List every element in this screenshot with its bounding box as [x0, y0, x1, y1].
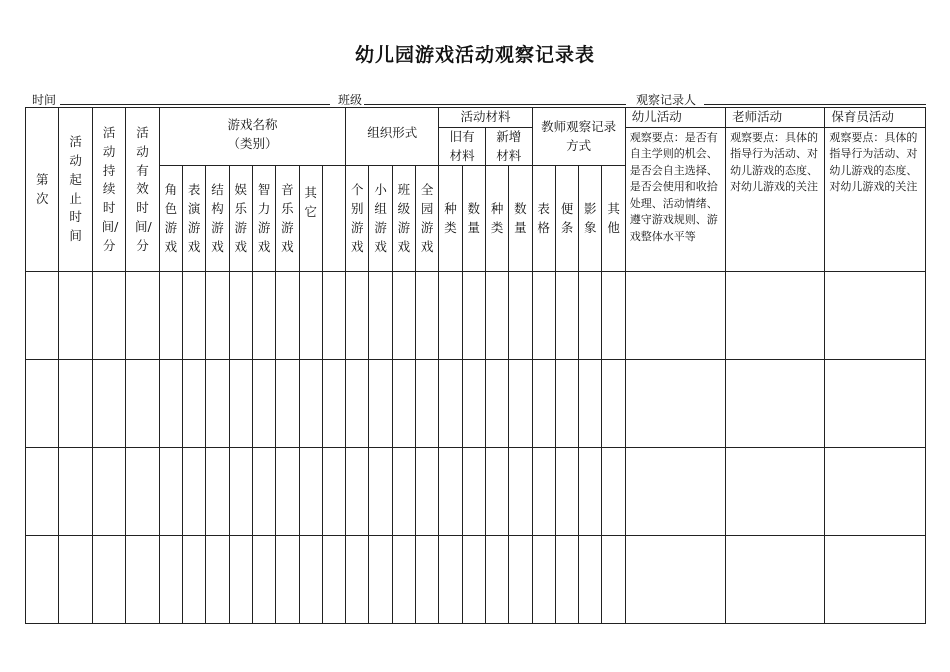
table-cell[interactable] [439, 272, 462, 360]
class-underline[interactable] [364, 104, 626, 105]
table-row [26, 536, 926, 624]
table-cell[interactable] [299, 360, 322, 448]
table-cell[interactable] [276, 448, 299, 536]
table-cell[interactable] [229, 536, 252, 624]
material-new-quantity: 数量 [514, 201, 527, 235]
method-image: 影象 [584, 201, 597, 235]
org-type-group: 小组游戏 [374, 182, 387, 254]
table-cell[interactable] [26, 448, 59, 536]
header-times: 第次 [35, 171, 49, 206]
table-cell[interactable] [532, 536, 555, 624]
table-cell[interactable] [183, 536, 206, 624]
table-cell[interactable] [276, 272, 299, 360]
table-cell[interactable] [825, 360, 926, 448]
table-row [26, 272, 926, 360]
game-type-entertainment: 娱乐游戏 [234, 182, 248, 254]
material-old-quantity: 数量 [467, 201, 481, 235]
time-label: 时间 [32, 93, 57, 107]
table-cell[interactable] [206, 272, 229, 360]
table-cell[interactable] [509, 272, 532, 360]
table-cell[interactable] [392, 448, 415, 536]
table-cell[interactable] [485, 272, 508, 360]
table-cell[interactable] [532, 360, 555, 448]
table-cell[interactable] [229, 448, 252, 536]
table-cell[interactable] [126, 448, 159, 536]
table-cell[interactable] [276, 360, 299, 448]
table-cell[interactable] [276, 536, 299, 624]
nurse-observation-note: 观察要点：具体的指导行为活动、对幼儿游戏的态度、对幼儿游戏的关注 [829, 130, 918, 194]
page-title: 幼儿园游戏活动观察记录表 [354, 44, 595, 66]
table-cell[interactable] [252, 272, 275, 360]
header-game-category: （类别） [227, 135, 278, 151]
table-cell[interactable] [416, 448, 439, 536]
header-start-end-time: 活动起止时间 [69, 134, 82, 244]
table-cell[interactable] [579, 360, 602, 448]
table-cell[interactable] [485, 448, 508, 536]
table-cell[interactable] [392, 360, 415, 448]
recorder-label: 观察记录人 [636, 93, 697, 107]
table-cell[interactable] [92, 448, 125, 536]
table-cell[interactable] [59, 272, 92, 360]
table-cell[interactable] [229, 360, 252, 448]
game-type-intellect: 智力游戏 [257, 182, 271, 254]
table-cell[interactable] [625, 360, 725, 448]
table-cell[interactable] [346, 360, 369, 448]
table-cell[interactable] [555, 360, 578, 448]
table-cell[interactable] [462, 272, 485, 360]
table-cell[interactable] [726, 448, 825, 536]
method-table: 表格 [537, 201, 550, 235]
table-cell[interactable] [92, 360, 125, 448]
table-cell[interactable] [26, 272, 59, 360]
table-cell[interactable] [369, 536, 392, 624]
table-cell[interactable] [159, 272, 182, 360]
header-teacher-activity: 老师活动 [732, 109, 783, 124]
observation-table [25, 107, 926, 624]
table-cell[interactable] [322, 536, 345, 624]
game-type-performance: 表演游戏 [187, 182, 201, 254]
org-type-class: 班级游戏 [397, 182, 411, 254]
table-cell[interactable] [92, 272, 125, 360]
table-cell[interactable] [252, 448, 275, 536]
table-cell[interactable] [485, 536, 508, 624]
table-cell[interactable] [602, 272, 625, 360]
table-cell[interactable] [159, 360, 182, 448]
table-cell[interactable] [126, 272, 159, 360]
table-cell[interactable] [346, 448, 369, 536]
teacher-observation-note: 观察要点：具体的指导行为活动、对幼儿游戏的态度、对幼儿游戏的关注 [730, 130, 819, 194]
table-cell[interactable] [509, 536, 532, 624]
table-cell[interactable] [726, 536, 825, 624]
table-cell[interactable] [579, 448, 602, 536]
table-cell[interactable] [602, 536, 625, 624]
header-child-activity: 幼儿活动 [631, 109, 682, 124]
table-cell[interactable] [59, 536, 92, 624]
table-cell[interactable] [252, 360, 275, 448]
table-cell[interactable] [439, 536, 462, 624]
table-cell[interactable] [462, 360, 485, 448]
table-cell[interactable] [26, 360, 59, 448]
table-cell[interactable] [726, 272, 825, 360]
table-cell[interactable] [509, 448, 532, 536]
table-cell[interactable] [602, 448, 625, 536]
header-nurse-activity: 保育员活动 [831, 109, 894, 124]
table-cell[interactable] [462, 536, 485, 624]
table-cell[interactable] [825, 536, 926, 624]
header-old-materials: 旧有材料 [449, 128, 475, 163]
material-old-kind: 种类 [444, 201, 457, 235]
table-cell[interactable] [322, 272, 345, 360]
header-new-materials: 新增材料 [496, 128, 522, 163]
table-cell[interactable] [59, 360, 92, 448]
table-cell[interactable] [59, 448, 92, 536]
table-cell[interactable] [532, 448, 555, 536]
table-cell[interactable] [26, 536, 59, 624]
table-cell[interactable] [369, 272, 392, 360]
game-type-role: 角色游戏 [164, 182, 178, 254]
table-cell[interactable] [555, 536, 578, 624]
org-type-individual: 个别游戏 [351, 182, 364, 254]
table-cell[interactable] [322, 448, 345, 536]
header-effective-time: 活动有效时间/分 [135, 125, 152, 253]
table-cell[interactable] [439, 448, 462, 536]
table-cell[interactable] [439, 360, 462, 448]
method-other: 其他 [607, 201, 620, 235]
org-type-school: 全园游戏 [420, 182, 434, 254]
table-cell[interactable] [299, 448, 322, 536]
header-teacher-method: 教师观察记录方式 [541, 118, 617, 153]
table-cell[interactable] [322, 360, 345, 448]
table-cell[interactable] [625, 448, 725, 536]
table-cell[interactable] [346, 536, 369, 624]
table-cell[interactable] [509, 360, 532, 448]
table-cell[interactable] [252, 536, 275, 624]
table-cell[interactable] [183, 360, 206, 448]
table-cell[interactable] [532, 272, 555, 360]
class-label: 班级 [338, 93, 363, 107]
table-cell[interactable] [206, 536, 229, 624]
table-cell[interactable] [625, 536, 725, 624]
table-row [26, 360, 926, 448]
table-cell[interactable] [159, 536, 182, 624]
table-cell[interactable] [726, 360, 825, 448]
table-cell[interactable] [625, 272, 725, 360]
header-game-name: 游戏名称 [227, 117, 278, 132]
table-cell[interactable] [462, 448, 485, 536]
method-note: 便条 [560, 201, 574, 235]
table-cell[interactable] [392, 272, 415, 360]
time-underline[interactable] [60, 104, 330, 105]
table-cell[interactable] [579, 536, 602, 624]
table-cell[interactable] [602, 360, 625, 448]
table-cell[interactable] [416, 360, 439, 448]
table-cell[interactable] [416, 272, 439, 360]
table-cell[interactable] [392, 536, 415, 624]
table-cell[interactable] [555, 272, 578, 360]
material-new-kind: 种类 [490, 201, 504, 235]
table-cell[interactable] [299, 536, 322, 624]
table-cell[interactable] [369, 448, 392, 536]
table-cell[interactable] [369, 360, 392, 448]
table-row [26, 448, 926, 536]
game-type-construction: 结构游戏 [211, 182, 224, 254]
table-cell[interactable] [183, 448, 206, 536]
header-duration: 活动持续时间/分 [101, 125, 119, 253]
table-cell[interactable] [346, 272, 369, 360]
table-cell[interactable] [485, 360, 508, 448]
table-cell[interactable] [229, 272, 252, 360]
game-type-other: 其它 [304, 185, 317, 219]
data-rows [26, 272, 926, 624]
table-cell[interactable] [555, 448, 578, 536]
table-cell[interactable] [579, 272, 602, 360]
table-cell[interactable] [299, 272, 322, 360]
table-cell[interactable] [159, 448, 182, 536]
game-type-music: 音乐游戏 [281, 182, 294, 254]
header-materials: 活动材料 [460, 109, 511, 124]
table-cell[interactable] [126, 536, 159, 624]
header-org-form: 组织形式 [367, 125, 418, 140]
table-cell[interactable] [825, 272, 926, 360]
table-cell[interactable] [92, 536, 125, 624]
table-cell[interactable] [206, 448, 229, 536]
table-cell[interactable] [183, 272, 206, 360]
recorder-underline[interactable] [704, 104, 926, 105]
table-cell[interactable] [416, 536, 439, 624]
table-cell[interactable] [126, 360, 159, 448]
table-cell[interactable] [206, 360, 229, 448]
table-cell[interactable] [825, 448, 926, 536]
child-observation-note: 观察要点：是否有自主学则的机会、是否会自主选择、是否会使用和收拾处理、活动情绪、遵守游戏规则、游戏整体水平等 [629, 130, 718, 243]
